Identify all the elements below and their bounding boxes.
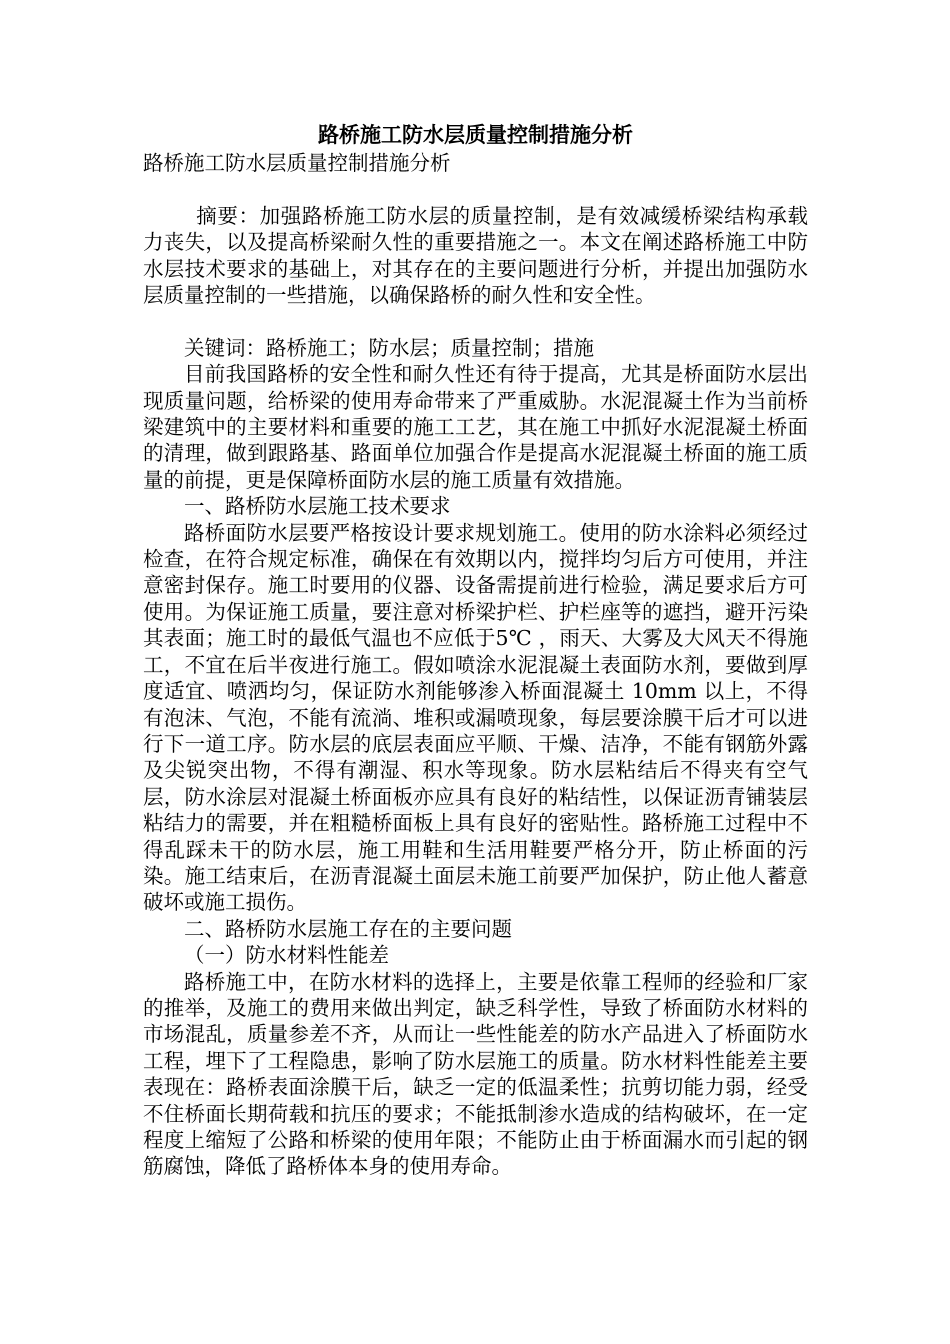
intro-paragraph: 目前我国路桥的安全性和耐久性还有待于提高，尤其是桥面防水层出现质量问题，给桥梁的使用寿命带来了严重威胁。水泥混凝土作为当前桥梁建筑中的主要材料和重要的施工工艺，其在施工中抓好水泥混凝土桥面的清理，做到跟路基、路面单位加强合作是提高水泥混凝土桥面的施工质量的前提，更是保障桥面防水层的施工质量有效措施。 (143, 362, 808, 492)
document-title: 路桥施工防水层质量控制措施分析 (318, 122, 633, 147)
subsection-heading: （一）防水材料性能差 (184, 943, 389, 968)
section-paragraph: 路桥面防水层要严格按设计要求规划施工。使用的防水涂料必须经过检查，在符合规定标准，确保在有效期以内，搅拌均匀后方可使用，并注意密封保存。施工时要用的仪器、设备需提前进行检验，满足要求后方可使用。为保证施工质量，要注意对桥梁护栏、护栏座等的遮挡，避开污染其表面；施工时的最低气温也不应低于5℃ ，雨天、大雾及大风天不得施工，不宜在后半夜进行施工。假如喷涂水泥混凝土表面防水剂，要做到厚度适宜、喷洒均匀，保证防水剂能够渗入桥面混凝土 10mm 以上，不得有泡沫、气泡，不能有流淌、堆积或漏喷现象，每层要涂膜干后才可以进行下一道工序。防水层的底层表面应平顺、干燥、洁净，不能有钢筋外露及尖锐突出物，不得有潮湿、积水等现象。防水层粘结后不得夹有空气层，防水涂层对混凝土桥面板亦应具有良好的粘结性，以保证沥青铺装层粘结力的需要，并在粗糙桥面板上具有良好的密贴性。路桥施工过程中不得乱踩未干的防水层，施工用鞋和生活用鞋要严格分开，防止桥面的污染。施工结束后，在沥青混凝土面层未施工前要严加保护，防止他人蓄意破坏或施工损伤。 (143, 520, 808, 915)
keywords-line: 关键词：路桥施工；防水层；质量控制；措施 (184, 335, 594, 360)
section-heading: 一、路桥防水层施工技术要求 (184, 494, 451, 519)
subsection-paragraph: 路桥施工中，在防水材料的选择上，主要是依靠工程师的经验和厂家的推举，及施工的费用来做出判定，缺乏科学性，导致了桥面防水材料的市场混乱，质量参差不齐，从而让一些性能差的防水产品进入了桥面防水工程，埋下了工程隐患，影响了防水层施工的质量。防水材料性能差主要表现在：路桥表面涂膜干后，缺乏一定的低温柔性；抗剪切能力弱，经受不住桥面长期荷载和抗压的要求；不能抵制渗水造成的结构破坏，在一定程度上缩短了公路和桥梁的使用年限；不能防止由于桥面漏水而引起的钢筋腐蚀，降低了路桥体本身的使用寿命。 (143, 969, 808, 1179)
document-page (143, 120, 808, 1180)
section-heading: 二、路桥防水层施工存在的主要问题 (184, 916, 512, 941)
blank-line (143, 176, 808, 202)
abstract-paragraph: 摘要：加强路桥施工防水层的质量控制，是有效减缓桥梁结构承载力丧失，以及提高桥梁耐久性的重要措施之一。本文在阐述路桥施工中防水层技术要求的基础上，对其存在的主要问题进行分析，并提出加强防水层质量控制的一些措施，以确保路桥的耐久性和安全性。 (143, 203, 808, 308)
blank-line (143, 308, 808, 334)
document-subtitle: 路桥施工防水层质量控制措施分析 (143, 151, 451, 175)
